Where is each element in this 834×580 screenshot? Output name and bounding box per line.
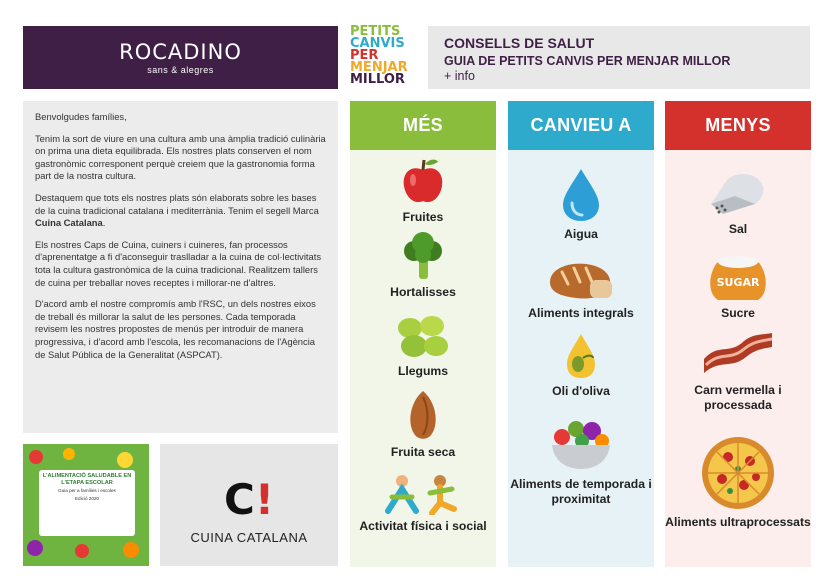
- pizza-icon: [700, 435, 776, 511]
- item-temporada: [508, 417, 654, 507]
- item-hortalisses: [350, 231, 496, 300]
- logo-line-1: PETITS: [350, 24, 401, 39]
- salad-bowl-icon: [548, 417, 614, 473]
- apple-small-icon: [75, 544, 89, 558]
- logo-line-5: MILLOR: [350, 72, 405, 87]
- grape-icon: [27, 540, 43, 556]
- carrot-icon: [123, 542, 139, 558]
- column-mes: [350, 101, 496, 567]
- booklet-subtitle: Guia per a famílies i escoles: [58, 488, 116, 493]
- rocadino-tagline: sans & alegres: [147, 65, 214, 75]
- item-sal: [665, 168, 811, 237]
- letter-p2-text: Destaquem que tots els nostres plats són elaborats sobre les bases de la cuina tradicional catalana i mediterrània. Tenim el segell Marca: [35, 191, 319, 216]
- item-fruita-seca: [350, 389, 496, 460]
- cuina-catalana-logo: [160, 475, 338, 524]
- water-drop-icon: [561, 167, 601, 223]
- tomato-icon: [29, 450, 43, 464]
- petits-canvis-logo: [350, 26, 420, 90]
- item-sucre-label: Sucre: [721, 306, 755, 320]
- column-canvieu-title: CANVIEU A: [508, 101, 654, 150]
- item-aigua: [508, 167, 654, 242]
- letter-paragraph-1: Tenim la sort de viure en una cultura amb una àmplia tradició culinària on prima una dieta equilibrada. Els nostres plats conserven el nom gastronòmic corresponent perquè creiem que la gastronomia forma part de la nostra cultura.: [35, 132, 326, 182]
- letter-panel: [23, 101, 338, 433]
- item-sal-label: Sal: [728, 222, 748, 236]
- item-hortalisses-label: Hortalisses: [390, 285, 456, 299]
- booklet-cover[interactable]: [23, 444, 149, 566]
- exercise-icon: [378, 471, 468, 515]
- bread-icon: [546, 258, 616, 302]
- item-oli-label: Oli d'oliva: [552, 384, 610, 398]
- header: [428, 26, 810, 89]
- broccoli-icon: [400, 231, 446, 281]
- beans-icon: [396, 314, 450, 360]
- letter-paragraph-4: D'acord amb el nostre compromís amb l'RSC, un dels nostres eixos de treball és millorar la salut de les persones. Cada temporada revisem les nostres propostes de menús per introduir de manera progressiva, i d'acord amb l'escola, les recomanacions de l'Agència de Salut Pública de la Generalitat (ASPCAT).: [35, 298, 316, 360]
- item-integrals: [508, 258, 654, 321]
- booklet-title: L'ALIMENTACIÓ SALUDABLE EN L'ETAPA ESCOLAR: [42, 473, 132, 486]
- logo-line-4: MENJAR: [350, 60, 408, 75]
- column-canvieu: [508, 101, 654, 567]
- letter-p2-bold: Cuina Catalana: [35, 217, 103, 229]
- item-integrals-label: Aliments integrals: [528, 306, 634, 320]
- header-title: CONSELLS DE SALUT: [444, 35, 595, 51]
- item-carn-label: Carn vermella i processada: [694, 383, 782, 412]
- cc-letter: C: [224, 475, 255, 524]
- more-info-link[interactable]: + info: [444, 69, 475, 83]
- item-carn: [665, 329, 811, 413]
- item-temporada-label: Aliments de temporada i proximitat: [510, 477, 652, 506]
- header-subtitle: GUIA DE PETITS CANVIS PER MENJAR MILLOR: [444, 54, 731, 68]
- orange-icon: [63, 448, 75, 460]
- logo-line-3: PER: [350, 48, 379, 63]
- apple-icon: [400, 156, 446, 206]
- letter-paragraph-2: [35, 192, 326, 230]
- item-activitat-label: Activitat física i social: [359, 519, 487, 533]
- booklet-edition: Edició 2020: [74, 495, 99, 501]
- item-aigua-label: Aigua: [564, 227, 598, 241]
- logo-line-2: CANVIS: [350, 36, 405, 51]
- item-ultraprocessats: [665, 435, 811, 530]
- lemon-icon: [117, 452, 133, 468]
- item-fruita-seca-label: Fruita seca: [390, 445, 456, 459]
- item-fruites: [350, 156, 496, 225]
- letter-paragraph-3: Els nostres Caps de Cuina, cuiners i cuineres, fan processos d'aprenentatge a fi d'aconseguir traslladar a la cuina de col·lectivitats tota la cultura gastronòmica de la cuina tradicional. Realitzem tallers de cuina per treballar noves receptes i millorar-ne d'altres.: [35, 238, 322, 288]
- salt-shaker-icon: [705, 168, 771, 218]
- sugar-sack-text: SUGAR: [716, 276, 760, 289]
- item-llegums: [350, 314, 496, 379]
- cuina-catalana-panel: [160, 444, 338, 566]
- item-activitat: [350, 471, 496, 534]
- column-mes-title: MÉS: [350, 101, 496, 150]
- cuina-catalana-name: CUINA CATALANA: [190, 530, 308, 545]
- cc-exclamation: !: [254, 475, 274, 524]
- bacon-icon: [700, 329, 776, 379]
- olive-oil-icon: [561, 330, 601, 380]
- column-menys-title: MENYS: [665, 101, 811, 150]
- letter-greeting: Benvolgudes famílies,: [35, 111, 127, 122]
- item-fruites-label: Fruites: [402, 210, 444, 224]
- booklet-label: [39, 470, 135, 536]
- column-menys: [665, 101, 811, 567]
- item-llegums-label: Llegums: [397, 364, 449, 378]
- rocadino-banner: [23, 26, 338, 89]
- item-sucre: [665, 250, 811, 321]
- letter-p2-end: .: [102, 217, 106, 229]
- almond-icon: [403, 389, 443, 441]
- rocadino-logo: ROCADINO: [119, 40, 242, 64]
- item-ultraprocessats-label: Aliments ultraprocessats: [665, 515, 811, 529]
- item-oli: [508, 330, 654, 399]
- sugar-sack-icon: [706, 250, 770, 302]
